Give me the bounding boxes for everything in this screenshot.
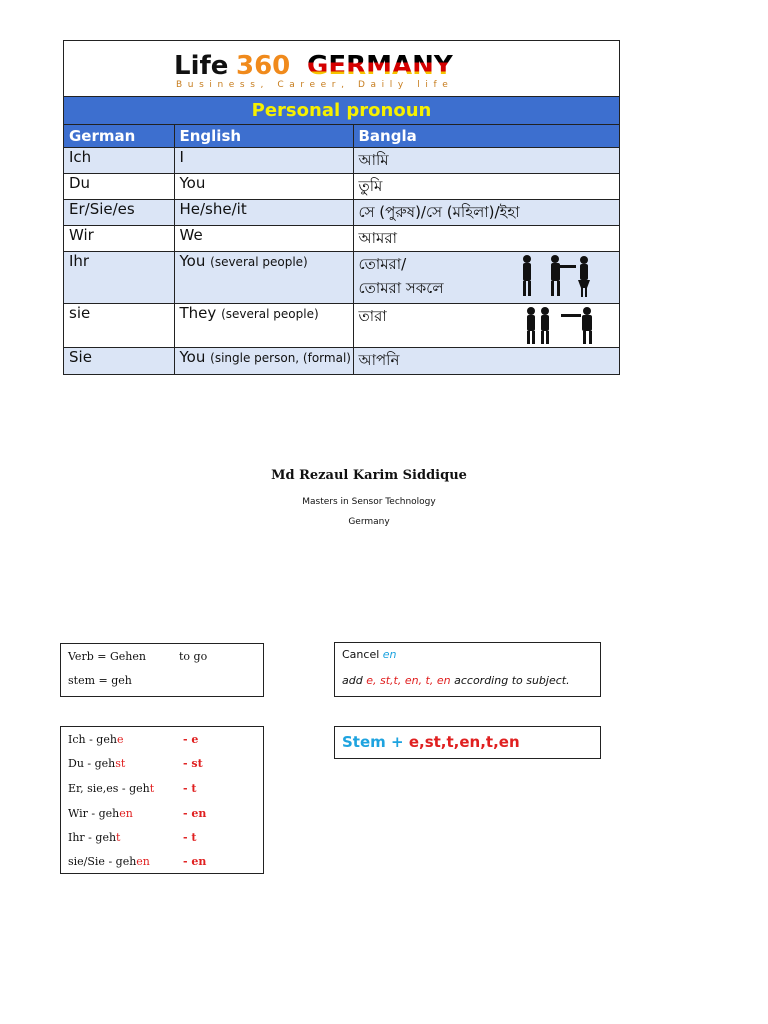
stem-word: Stem: [342, 733, 386, 751]
bangla-line-1: তোমরা/: [358, 255, 407, 273]
add-endings: e, st,t, en, t, en: [366, 674, 451, 687]
conj-suffix: en: [136, 855, 150, 868]
logo-germany: GERMANY: [307, 51, 453, 81]
people-silhouette-icon: [517, 254, 599, 300]
logo-tagline: Business, Career, Daily life: [176, 80, 454, 90]
conj-suffix: t: [116, 831, 121, 844]
conjugation-row: [68, 733, 258, 749]
conj-suffix: en: [119, 807, 133, 820]
logo-brand: Life: [174, 51, 229, 81]
author-country: Germany: [348, 517, 390, 527]
cancel-word: Cancel: [342, 648, 380, 661]
table-row: [64, 304, 619, 348]
cell-german: sie: [64, 304, 174, 348]
cell-english: He/she/it: [174, 200, 353, 226]
conj-stem: Ich - geh: [68, 733, 117, 746]
author-name: Md Rezaul Karim Siddique: [271, 468, 467, 483]
verb-info-box: [60, 643, 264, 697]
conj-stem: Er, sie,es - geh: [68, 782, 150, 795]
cell-bangla: আমি: [353, 148, 619, 174]
stem-formula-box: [334, 726, 601, 759]
conj-ending: - en: [183, 855, 207, 868]
logo: [64, 41, 619, 97]
stem-formula: [342, 733, 520, 751]
cell-bangla: [353, 304, 619, 348]
cancel-info-box: [334, 642, 601, 697]
cell-english: [174, 304, 353, 348]
conjugation-box: [60, 726, 264, 874]
table-title: Personal pronoun: [64, 97, 619, 125]
cell-german: Sie: [64, 348, 174, 374]
author-block: [0, 468, 738, 527]
life360-germany-logo: [64, 41, 619, 96]
cell-bangla: আপনি: [353, 348, 619, 374]
table-row: [64, 148, 619, 174]
english-note: (several people): [221, 307, 319, 321]
conj-ending: - e: [183, 733, 199, 746]
cell-german: Er/Sie/es: [64, 200, 174, 226]
cancel-line: [342, 648, 397, 661]
plus-sign: +: [391, 733, 404, 751]
table-row: [64, 348, 619, 374]
conjugation-row: [68, 782, 258, 798]
add-word: add: [342, 674, 363, 687]
table-row: [64, 200, 619, 226]
english-note: (single person, (formal): [210, 351, 351, 365]
conj-stem: sie/Sie - geh: [68, 855, 137, 868]
english-word: They: [179, 304, 217, 322]
add-rest: according to subject.: [454, 674, 570, 687]
conj-ending: - en: [183, 807, 207, 820]
bangla-line-1: তারা: [358, 307, 387, 325]
cell-bangla: তুমি: [353, 174, 619, 200]
verb-meaning: to go: [179, 650, 208, 663]
conj-ending: - t: [183, 831, 197, 844]
pronoun-table: [64, 125, 619, 374]
stem-label: stem = geh: [68, 674, 132, 687]
conj-suffix: st: [115, 757, 126, 770]
english-word: You: [179, 252, 206, 270]
bangla-line-2: তোমরা সকলে: [358, 279, 444, 297]
conj-stem: Wir - geh: [68, 807, 120, 820]
author-degree: Masters in Sensor Technology: [302, 497, 436, 507]
cell-english: I: [174, 148, 353, 174]
cancel-suffix: en: [382, 648, 397, 661]
conj-stem: Du - geh: [68, 757, 116, 770]
table-row: [64, 226, 619, 252]
people-silhouette-icon: [523, 306, 599, 346]
cell-german: Ich: [64, 148, 174, 174]
conjugation-row: [68, 757, 258, 773]
cell-bangla: সে (পুরুষ)/সে (মহিলা)/ইহা: [353, 200, 619, 226]
english-note: (several people): [210, 255, 308, 269]
cell-english: [174, 252, 353, 304]
table-row: [64, 252, 619, 304]
cell-german: Du: [64, 174, 174, 200]
header-german: German: [64, 125, 174, 148]
cell-english: [174, 348, 353, 374]
cell-english: You: [174, 174, 353, 200]
verb-label: Verb = Gehen: [68, 650, 146, 663]
table-header-row: [64, 125, 619, 148]
conjugation-row: [68, 807, 258, 823]
conjugation-row: [68, 831, 258, 847]
table-row: [64, 174, 619, 200]
conjugation-row: [68, 855, 258, 871]
stem-endings: e,st,t,en,t,en: [408, 733, 520, 751]
cell-english: We: [174, 226, 353, 252]
conj-ending: - t: [183, 782, 197, 795]
cell-german: Wir: [64, 226, 174, 252]
conj-suffix: e: [116, 733, 124, 746]
cell-german: Ihr: [64, 252, 174, 304]
cell-bangla: [353, 252, 619, 304]
conj-stem: Ihr - geh: [68, 831, 117, 844]
conj-suffix: t: [149, 782, 155, 795]
logo-number: 360: [236, 51, 291, 81]
header-english: English: [174, 125, 353, 148]
english-word: You: [179, 348, 206, 366]
header-bangla: Bangla: [353, 125, 619, 148]
conj-ending: - st: [183, 757, 203, 770]
pronoun-table-container: [63, 40, 620, 375]
add-line: [342, 674, 570, 687]
cell-bangla: আমরা: [353, 226, 619, 252]
